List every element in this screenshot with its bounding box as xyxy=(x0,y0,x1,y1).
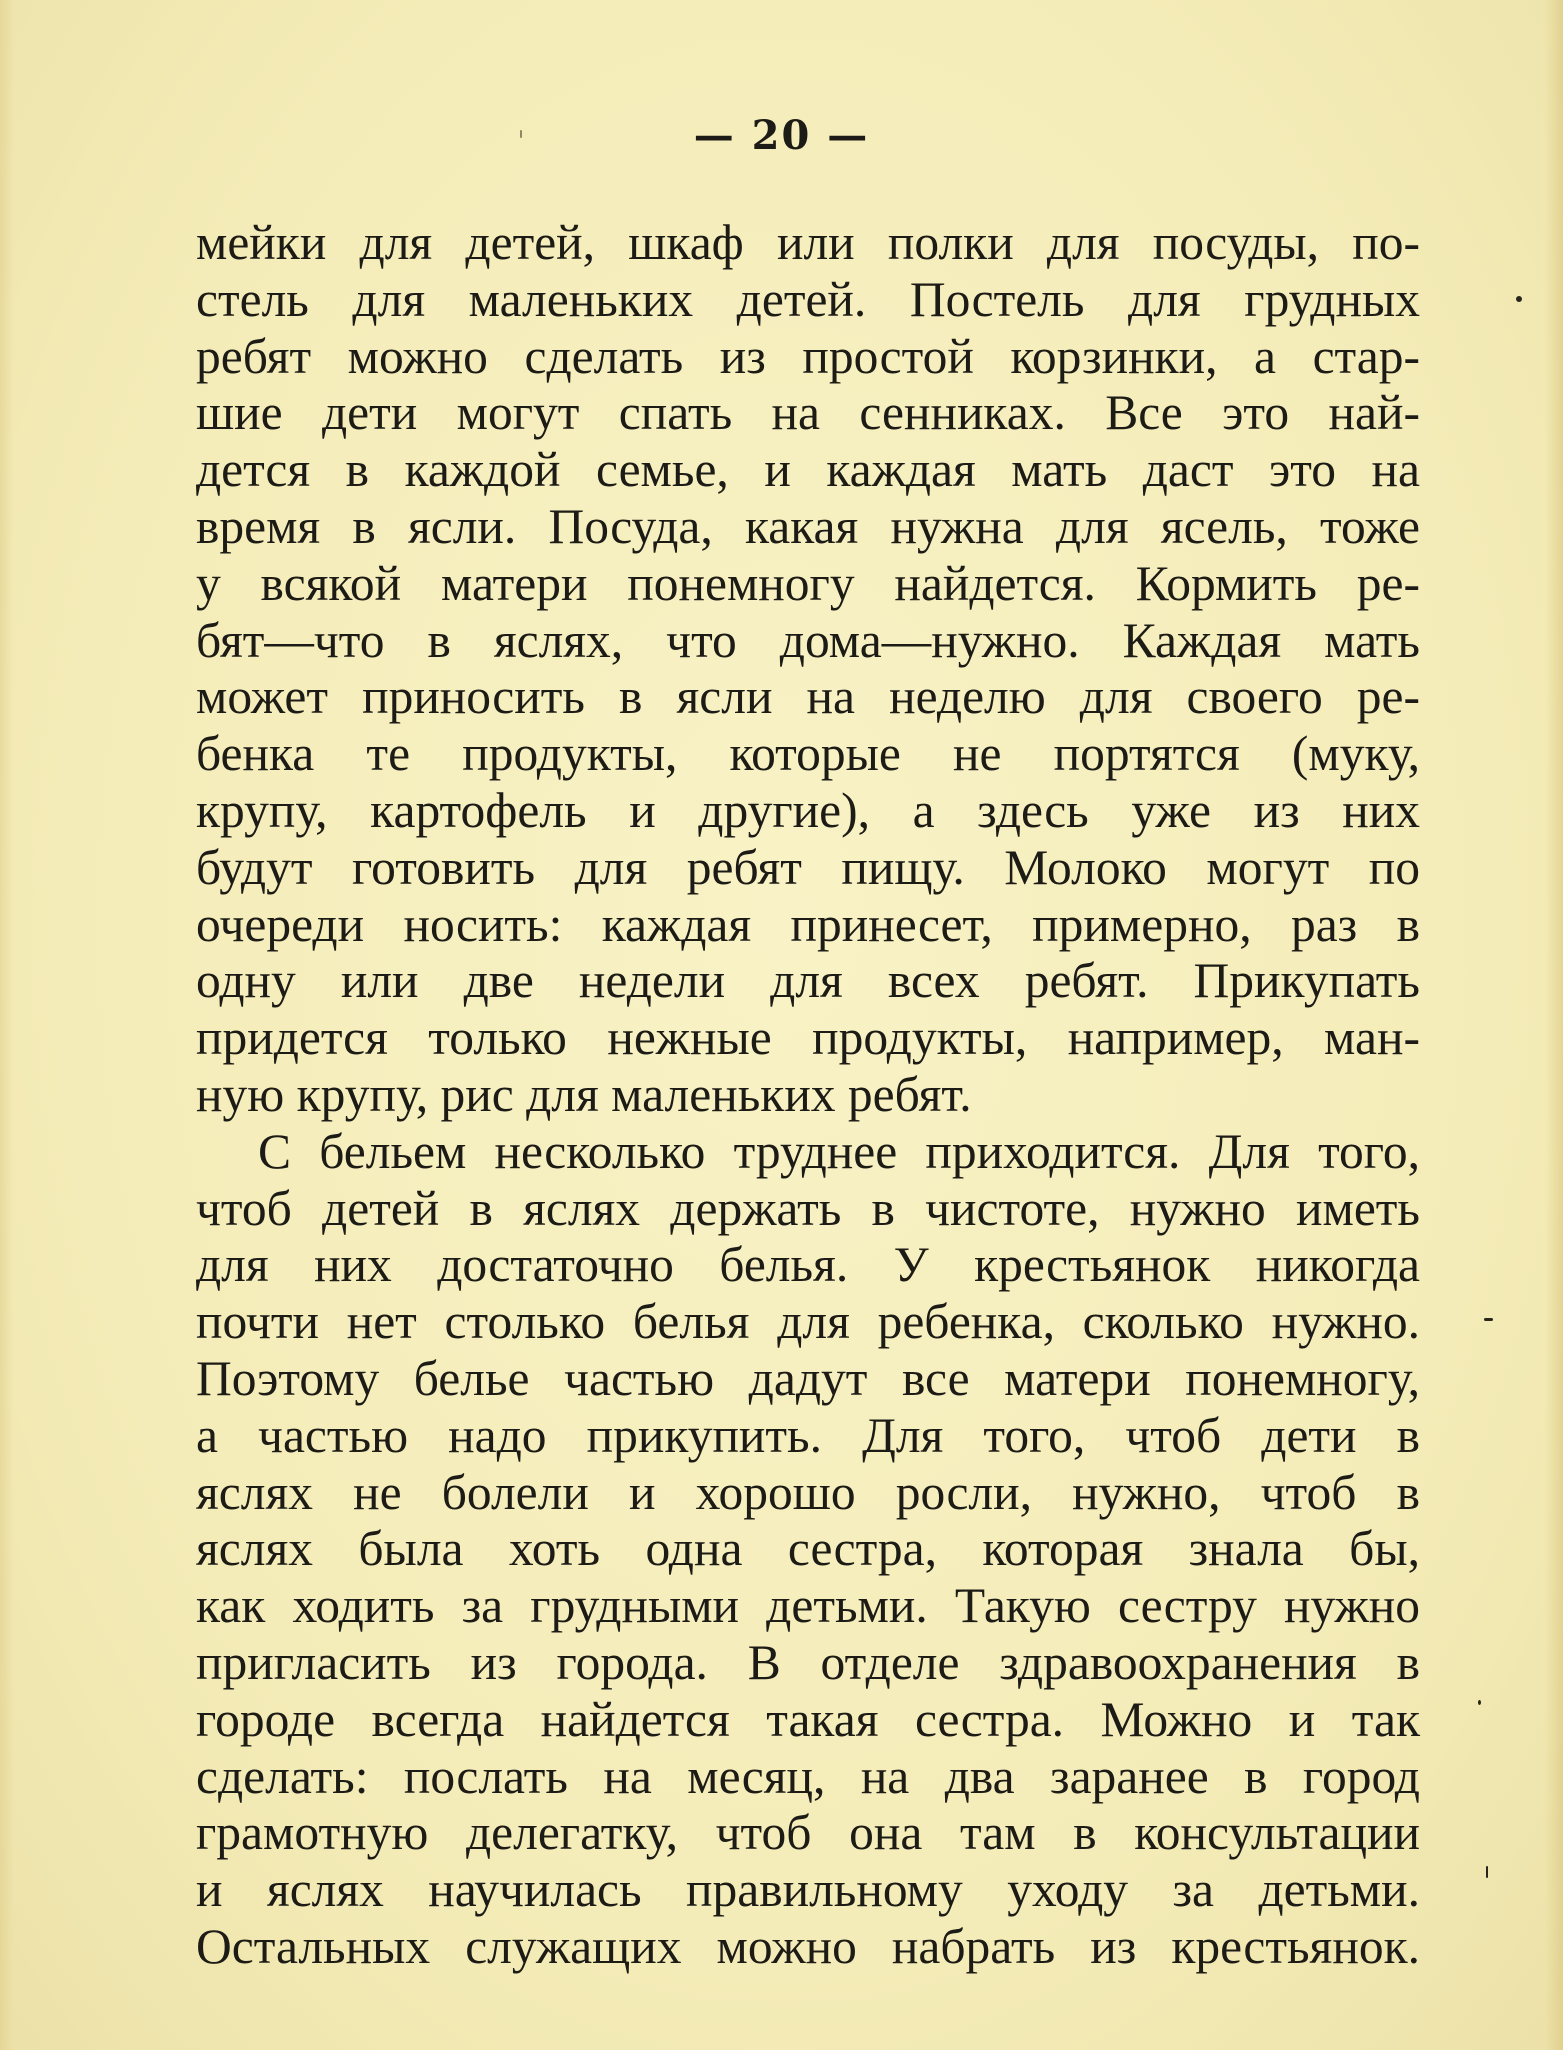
text-line: очереди носить: каждая принесет, примерно, раз в xyxy=(196,896,1420,952)
text-line: ную крупу, рис для маленьких ребят. xyxy=(196,1066,972,1122)
text-line: и яслях научилась правильному уходу за детьми. xyxy=(196,1862,1420,1918)
text-line: у всякой матери понемногу найдется. Кормить ре- xyxy=(196,555,1420,611)
scan-speck xyxy=(520,130,522,138)
page-edge-right xyxy=(1545,0,1563,2050)
text-line: стель для маленьких детей. Постель для грудных xyxy=(196,271,1420,327)
text-line: крупу, картофель и другие), а здесь уже из них xyxy=(196,782,1420,838)
text-line: бенка те продукты, которые не портятся (муку, xyxy=(196,726,1420,782)
text-line: бят—что в яслях, что дома—нужно. Каждая мать xyxy=(196,612,1420,668)
text-line: ребят можно сделать из простой корзинки, а стар- xyxy=(196,328,1420,384)
text-line: чтоб детей в яслях держать в чистоте, нужно иметь xyxy=(196,1180,1420,1236)
body-text xyxy=(196,215,1420,1976)
text-line: одну или две недели для всех ребят. Прикупать xyxy=(196,953,1420,1009)
text-line: яслях была хоть одна сестра, которая знала бы, xyxy=(196,1521,1420,1577)
scan-speck xyxy=(1486,1866,1488,1878)
scan-speck xyxy=(1478,1700,1481,1705)
text-line: яслях не болели и хорошо росли, нужно, чтоб в xyxy=(196,1464,1420,1520)
text-line: мейки для детей, шкаф или полки для посуды, по- xyxy=(196,215,1420,270)
text-line-paragraph-start: С бельем несколько труднее приходится. Для того, xyxy=(258,1123,1420,1179)
text-line: шие дети могут спать на сенниках. Все это най- xyxy=(196,385,1420,441)
text-line: а частью надо прикупить. Для того, чтоб дети в xyxy=(196,1407,1420,1463)
text-line: почти нет столько белья для ребенка, сколько нужно. xyxy=(196,1294,1420,1350)
text-line: пригласить из города. В отделе здравоохранения в xyxy=(196,1634,1420,1690)
text-line: Остальных служащих можно набрать из крестьянок. xyxy=(196,1918,1420,1974)
text-line: придется только нежные продукты, например, ман- xyxy=(196,1010,1420,1066)
text-line: Поэтому белье частью дадут все матери понемногу, xyxy=(196,1350,1420,1406)
text-line: для них достаточно белья. У крестьянок никогда xyxy=(196,1237,1420,1293)
text-line: может приносить в ясли на неделю для своего ре- xyxy=(196,669,1420,725)
page-edge-left xyxy=(0,0,14,2050)
text-line: грамотную делегатку, чтоб она там в консультации xyxy=(196,1805,1420,1861)
text-line: городе всегда найдется такая сестра. Можно и так xyxy=(196,1691,1420,1747)
text-line: будут готовить для ребят пищу. Молоко могут по xyxy=(196,839,1420,895)
text-line: сделать: послать на месяц, на два заранее в город xyxy=(196,1748,1420,1804)
text-line: как ходить за грудными детьми. Такую сестру нужно xyxy=(196,1578,1420,1634)
text-line: время в ясли. Посуда, какая нужна для ясель, тоже xyxy=(196,498,1420,554)
page-number: — 20 — xyxy=(693,112,870,159)
scan-speck xyxy=(1516,296,1522,302)
text-line: дется в каждой семье, и каждая мать даст это на xyxy=(196,442,1420,498)
scan-speck xyxy=(1484,1318,1493,1321)
